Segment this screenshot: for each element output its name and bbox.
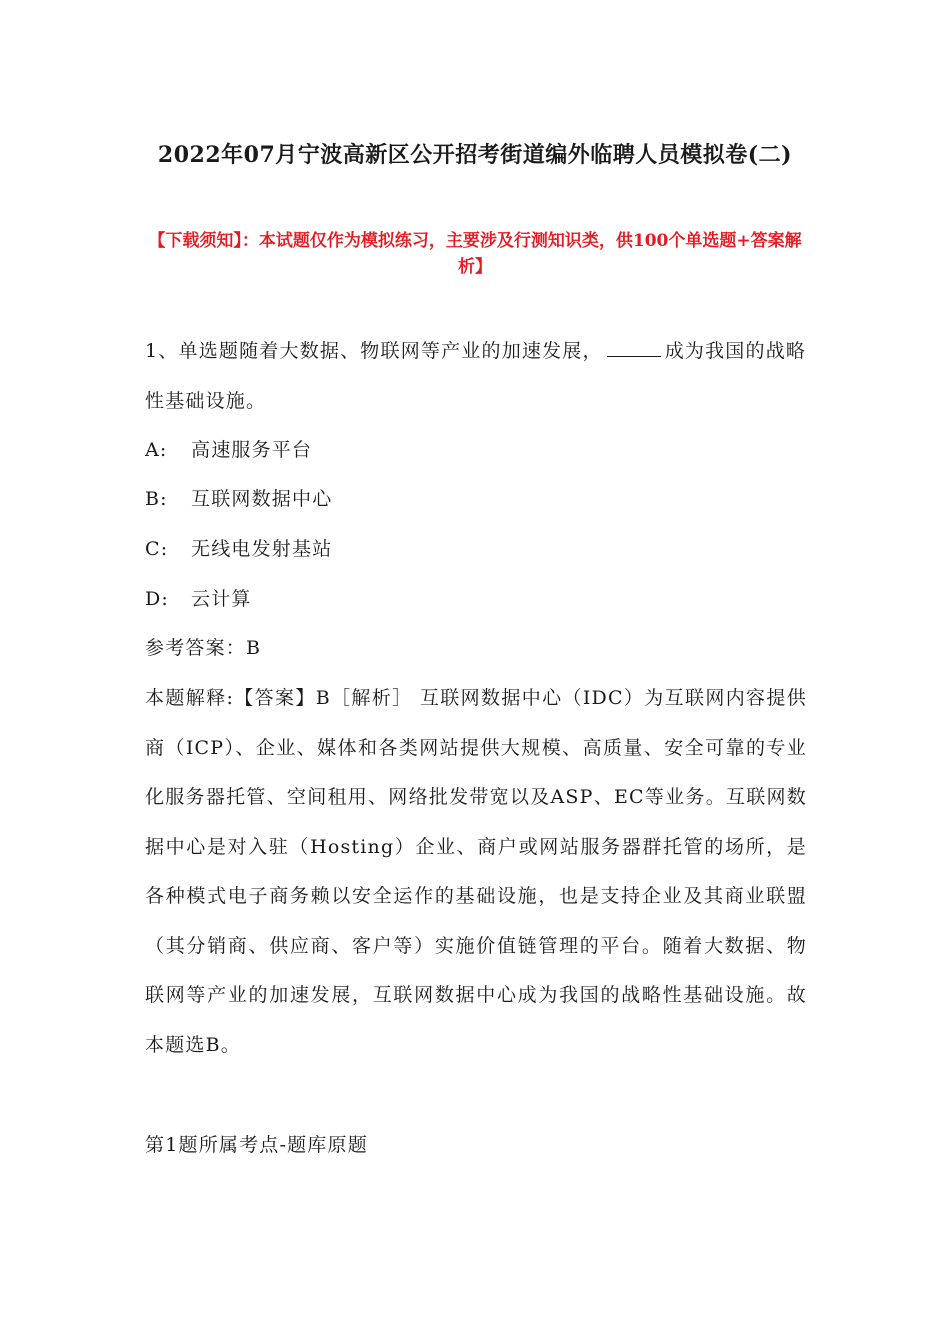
option-text: 无线电发射基站	[191, 538, 333, 560]
option-text: 互联网数据中心	[191, 488, 333, 510]
download-notice: 【下载须知】：本试题仅作为模拟练习，主要涉及行测知识类，供100个单选题+答案解析】	[148, 231, 802, 277]
question-stem	[145, 327, 807, 426]
option-text: 云计算	[191, 588, 252, 610]
question-stem-before: 1、单选题随着大数据、物联网等产业的加速发展，	[145, 340, 603, 362]
option-text: 高速服务平台	[191, 439, 313, 461]
document-title: 2022年07月宁波高新区公开招考街道编外临聘人员模拟卷(二)	[157, 142, 793, 168]
option-key: D:	[145, 588, 170, 610]
option-c	[145, 534, 332, 564]
option-d	[145, 584, 252, 614]
option-key: B:	[145, 488, 168, 510]
option-a	[145, 435, 312, 465]
question-stem-after: 成为我国的战略性基础设施。	[145, 340, 807, 412]
option-key: A:	[145, 439, 168, 461]
answer-explanation: 本题解释:【答案】B［解析］ 互联网数据中心（IDC）为互联网内容提供商（ICP）、企业、媒体和各类网站提供大规模、高质量、安全可靠的专业化服务器托管、空间租用、网络批发带宽以及ASP、EC等业务。互联网数据中心是对入驻（Hosting）企业、商户或网站服务器群托管的场所，是各种模式电子商务赖以安全运作的基础设施，也是支持企业及其商业联盟（其分销商、供应商、客户等）实施价值链管理的平台。随着大数据、物联网等产业的加速发展，互联网数据中心成为我国的战略性基础设施。故本题选B。	[145, 687, 807, 1056]
reference-answer: 参考答案：B	[145, 637, 262, 659]
option-key: C:	[145, 538, 169, 560]
option-b	[145, 484, 332, 514]
question-point: 第1题所属考点-题库原题	[145, 1134, 368, 1156]
answer-blank	[607, 336, 661, 357]
